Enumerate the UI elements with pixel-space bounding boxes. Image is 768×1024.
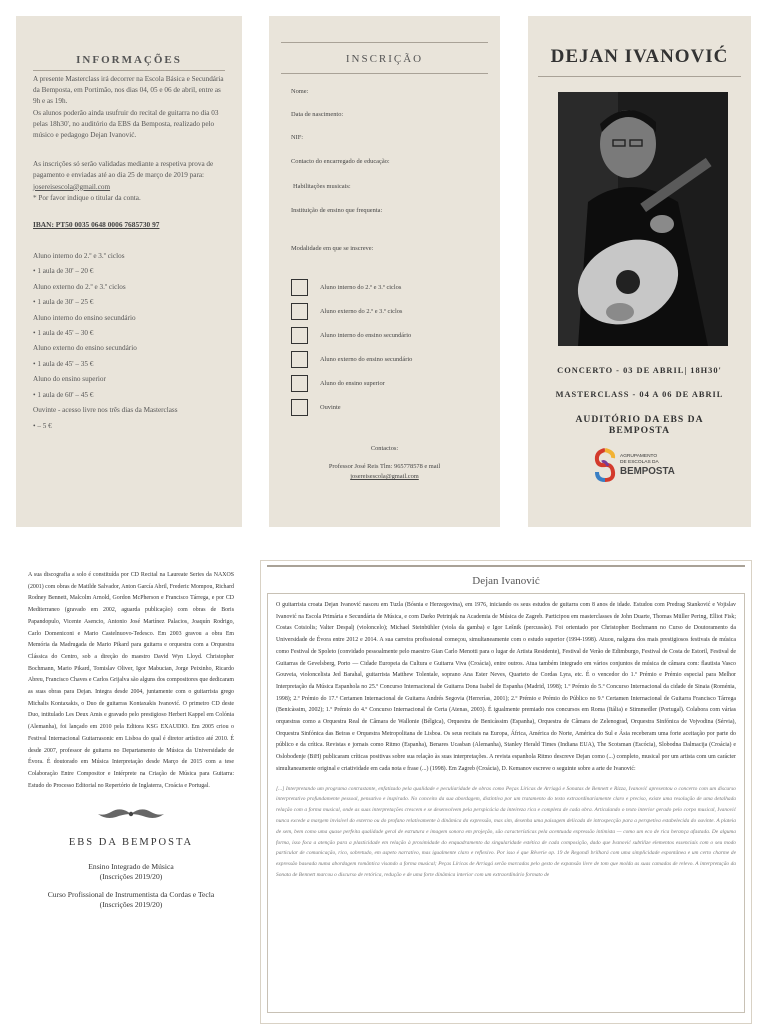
field-contacto-encarregado[interactable]: Contacto do encarregado de educação: (291, 158, 390, 165)
info-panel (16, 16, 242, 527)
course-2-name: Curso Profissional de Instrumentista da Cordas e Tecla (47, 890, 215, 900)
option-aluno-interno-secundario[interactable] (291, 327, 411, 344)
checkbox[interactable] (291, 399, 308, 416)
price-item: Aluno externo do 2.º e 3.º ciclos (33, 282, 126, 291)
info-title: INFORMAÇÕES (76, 54, 182, 66)
ebs-title: EBS DA BEMPOSTA (68, 837, 194, 849)
option-label: Aluno interno do ensino secundário (320, 332, 412, 339)
option-aluno-externo-secundario[interactable] (291, 351, 412, 368)
inscricao-title: INSCRIÇÃO (345, 53, 424, 65)
price-item: Ouvinte - acesso livre nos três dias da Masterclass (33, 406, 178, 415)
option-label: Aluno interno do 2.º e 3.º ciclos (320, 284, 402, 291)
price-item: • 1 aula de 60' – 45 € (33, 390, 94, 399)
venue-line-1: AUDITÓRIO DA EBS DA (575, 414, 704, 425)
info-note: * Por favor indique o titular da conta. (33, 193, 141, 202)
logo-line-2: DE ESCOLAS DA (620, 459, 659, 465)
info-title-rule (33, 70, 225, 71)
guitarist-photo-illustration (558, 92, 728, 346)
ornament-icon (96, 806, 166, 822)
inscricao-panel (269, 16, 500, 527)
biography-panel (260, 560, 752, 1024)
course-2 (28, 890, 234, 910)
inscricao-title-rule (281, 73, 488, 74)
artist-name-rule (538, 76, 741, 77)
option-aluno-externo-ciclos[interactable] (291, 303, 402, 320)
course-1-name: Ensino Integrado de Música (88, 862, 174, 872)
school-logo-icon (594, 448, 616, 482)
field-nome[interactable]: Nome: (291, 88, 309, 95)
biography-text: O guitarrista croata Dejan Ivanović nasceu em Tuzla (Bósnia e Herzegovina), em 1976, iniciando os seus estudos de guitarra com 8 anos de idade. Estudou com Predrag Stanković e Vojislav Ivanović na Escola Primária e Secundária de Música, e com Darko Petrinjak na Academia de Música de Zagreb. Participou em masterclasses de John Duarte, Thomas Müller Pering, Elliot Fisk; Costas Cotsiolis; Valter Despalj (violoncelo); Michael Steinbühler (viola da gamba) e Igor Lešnik (percussão). Foi orientado por Christopher Bochmann no Curso de Doutoramento da Universidade de Évora entre 2012 e 2014. A sua carreira profissional começou, simultaneamente com o estudo superior (1994-1998). Atuou, nalguns dos mais prestigiosos festivais de música como Festival de Spoleto (convidado pessoalmente pelo maestro Gian Carlo Menotti para o lugar de Artista Residente), Festival de Verão de Edimburgo, Festival de Costa de Estoril, Festival de Guitarras de Gevelsberg, Porto — Cidade Europeia da Cultura e Guitarra Viva (Croácia), entre outros. Atua também integrado em vários conjuntos de música de câmara com: flautista Vasco Gouveia, violoncelista Jed Barahal, guitarrista Matthew Tolentale, soprano Ana Ester Neves, Quarteto de Cordas Lyra, etc. É o vencedor do 1.º Prémio e Prémio especial para Melhor Interpretação da Música Espanhola no 25.º Concurso Internacional de Guitarra Dona Isabel de Espanha (Madrid, 1998); 1.º Prémio do 5.º Concurso Internacional da cidade de Sinaia (Roménia, 1998); 2.º Prémio do 17.º Certamen Internacional de Guitarra Andrés Segovia (Herrerías, 2001); 2.º Prémio e Prémio do Público no 9.º Certamen Internacional de Guitarra Francisco Tárrega (Benicàssim, 2002); 1.º Prémio do 4.º Concurso Internacional de Certa (Atenas, 2003). É igualmente premiado nos concursos em Roma (Itália) e Stimmedler (Portugal). Colabora com várias orquestras como a Orquestra Real de Câmara de Wallonie (Bélgica), Orquestra de Benicàssim (Espanha), Orquestra de Câmara de Zelenograd, Orquestra Sinfónica de Vojvodina (Sérvia), Orquestra Sinfónica das Beiras e Orquestra Metropolitana de Lisboa. Os seus recitais na Europa, África, América do Norte, América do Sul e Ásia receberam uma forte aceitação por parte do público e da crítica. Revistas e jornais como Ritmo (Espanha), Benares Ucasban (Alemanha), Stanley Herald Times (Indiana EUA), The Scotsman (Escócia), Slobodna Dalmacija (Croácia) e Oslobođenje (BiH) publicaram críticas positivas sobre sua relação às suas interpretações. A revista espanhola Ritmo descreve Dejan como (...) completo, musical por um artista com um carácter simultaneamente original e criatividade em cada nota e frase (...) (1998). Em Zagreb (Croácia), D. Kemanov escreve o seguinte sobre a arte de Ivanović: (276, 602, 736, 772)
checkbox[interactable] (291, 351, 308, 368)
info-paragraph-2: Os alunos poderão ainda usufruir do recital de guitarra no dia 03 pelas 18h30', no auditório da EBS da Bemposta, realizado pelo músico e pedagogo Dejan Ivanović. (33, 108, 219, 140)
biography-header: Dejan Ivanović (472, 575, 540, 587)
school-logo (594, 448, 675, 482)
logo-line-1: AGRUPAMENTO (620, 453, 658, 459)
info-paragraph-1: A presente Masterclass irá decorrer na Escola Básica e Secundária da Bemposta, em Portimão, nos dias 04, 05 e 06 de abril, entre as 9h e as 19h. (33, 75, 224, 106)
price-item: • 1 aula de 30' – 25 € (33, 298, 94, 307)
ornament-divider (28, 806, 234, 827)
price-item: Aluno externo do ensino secundário (33, 344, 137, 353)
course-1 (28, 862, 234, 882)
option-label: Ouvinte (320, 404, 341, 411)
school-logo-text (620, 454, 675, 477)
course-1-year: (Inscrições 2019/20) (99, 872, 163, 882)
price-item: • 1 aula de 45' – 30 € (33, 329, 94, 338)
price-item: • – 5 € (33, 421, 52, 430)
field-data-nascimento[interactable]: Data de nascimento: (291, 111, 344, 118)
field-habilitacoes[interactable]: Habilitações musicais: (293, 183, 351, 190)
discography-panel (16, 560, 246, 1024)
biography-quote: [...] Interpretando um programa contrastante, enfatizado pela qualidade e peculiaridade de obras como Peças Líricas de Arriagá e Sonatas de Bennett e Rizza, Ivanović apresentou o concerto com um discurso interpretativo profundamente pessoal, pensativo e inspirado. No conceito da sua abordagem, distintiva por um tratamento do texto extraordinariamente claro e preciso, existe uma resolução de uma detalhada relação com a forma musical, onde as suas interpretações crescem e se desenvolvem pela perspicácia da inteireza rica e completa de cada obra. Articulando o texto interior gerado pelo corpo musical, Ivanović nunca excede a margem invisível do externo ou do profano relativamente à dinâmica da expressão, mas sim, desenha uma paisagem delicada de introspecção para a perspetiva estabelecida do ouvinte. A plateia de sem, bem como uma quase perfeita qualidade geral de estrutura e imagem sonora em projeção, são características pela acentuada expressão íntimista — como um eco de rica herança afastada. De alguma forma, isso foca a atenção para a plasticidade em relação à proximidade do enquadramento da singularidade estética de cada composição, dado que Ivanović subtilize elementos essenciais com o seu modo particular de comunicação, rico, sobretudo, em aspeto narrativo, mas igualmente claro e reflexivo. Por isso é que Rêverie op. 19 de Regondi brilhará com uma simplicidade espontânea e um certo charme de expressão baseada numa abordagem romântica visando a forma musical; Peças Líricas de Arriagá serão marcadas pelo gesto de expansão livre de tom que molda as suas camadas de relevo. A interpretação da Sonata de Bennett marcou o discurso de retórica, redução e de uma forte dinâmica interior com um extraordinário formato de (276, 785, 736, 878)
checkbox[interactable] (291, 279, 308, 296)
price-list (33, 249, 225, 434)
biography-box (267, 593, 745, 1013)
price-item: Aluno do ensino superior (33, 375, 106, 384)
contact-line: Professor José Reis Tlm: 965778578 e mail (328, 463, 441, 470)
info-iban: IBAN: PT50 0035 0648 0006 7685730 97 (33, 220, 160, 230)
option-ensino-superior[interactable] (291, 375, 385, 392)
field-nif[interactable]: NIF: (291, 134, 304, 141)
info-paragraph-3: As inscrições só serão validadas mediante a respetiva prova de pagamento e enviadas até ao dia 25 de março de 2019 para: (33, 160, 214, 180)
masterclass-date: MASTERCLASS - 04 A 06 DE ABRIL (555, 390, 724, 399)
price-item: Aluno interno do 2.º e 3.º ciclos (33, 252, 125, 261)
artist-photo (558, 92, 728, 346)
field-modalidade: Modalidade em que se inscreve: (291, 245, 374, 252)
option-aluno-interno-ciclos[interactable] (291, 279, 401, 296)
checkbox[interactable] (291, 375, 308, 392)
checkbox[interactable] (291, 327, 308, 344)
inscricao-top-rule (281, 42, 488, 43)
option-label: Aluno do ensino superior (320, 380, 385, 387)
option-ouvinte[interactable] (291, 399, 341, 416)
price-item: • 1 aula de 45' – 35 € (33, 359, 94, 368)
logo-line-3: BEMPOSTA (620, 465, 675, 477)
artist-panel (528, 16, 751, 527)
discography-text: A sua discografia a solo é constituída por CD Recital na Laureate Series da NAXOS (2001) com obras de Matilde Salvador, Anton García Abril, Frederic Mompou, Richard Rodney Bennett, Malcolm Arnold, Gordon McPherson e Francisco Tárrega, e por CD Mediterraneo (gravado em 2002, aguarda publicação) com obras de Boris Papandopulo, Vicente Asencio, Antonio José Martínez Palacios, Joaquín Rodrigo, Carlo Domeniconi e Mario Castelnuovo-Tedesco. Em 2003 gravou a obra Em Memória da Madrugada de Mario Pikard para guitarra e orquestra com a Orquestra Clássica do Centro, sob a direção do maestro David Wyn Lloyd. Christopher Bochmann, Mario Pikard, Tomislav Oliver, Igor Mabucian, Jorge Peixinho, Ricardo Abreu, Francisco Chaves e Carlos Grijalva são alguns dos compositores que dedicaram as suas obras para Dejan. Integra desde 2004, juntamente com o guitarrista grego Michalis Kontaxakis, o Duo de guitarras Kontaxakis Ivanović. O primeiro CD deste Duo, intitulado Les Deux Amis e gravado pelo prestigioso Herbert Kappel em Colónia (Alemanha), foi lançado em 2010 pela Editora KSG EXAUDIO. Em 2005 criou o Festival Internacional Guitarrasonic em Lisboa do qual é diretor artístico até 2010. É desde 2007, professor de guitarra no Departamento de Música da Universidade de Évora. É doutorado em Música Interpretação desde Março de 2015 com a tese Colaboração Entre Compositor e Intérprete na Criação de Música para Guitarra: Estudo do Processo Editorial no Repertório de Inglaterra, Croácia e Portugal. (28, 572, 234, 789)
checkbox[interactable] (291, 303, 308, 320)
price-item: • 1 aula de 30' – 20 € (33, 267, 94, 276)
contact-email-link[interactable]: josereisescola@gmail.com (350, 473, 419, 480)
artist-name: DEJAN IVANOVIĆ (550, 46, 729, 67)
info-email-link[interactable]: josereisescola@gmail.com (33, 182, 111, 191)
option-label: Aluno externo do 2.º e 3.º ciclos (320, 308, 403, 315)
field-instituicao[interactable]: Instituição de ensino que frequenta: (291, 207, 383, 214)
concert-date: CONCERTO - 03 DE ABRIL| 18H30' (557, 366, 722, 375)
contact-title: Contactos: (370, 445, 399, 452)
venue-line-2: BEMPOSTA (608, 425, 671, 436)
option-label: Aluno externo do ensino secundário (320, 356, 413, 363)
course-2-year: (Inscrições 2019/20) (99, 900, 163, 910)
price-item: Aluno interno do ensino secundário (33, 313, 136, 322)
